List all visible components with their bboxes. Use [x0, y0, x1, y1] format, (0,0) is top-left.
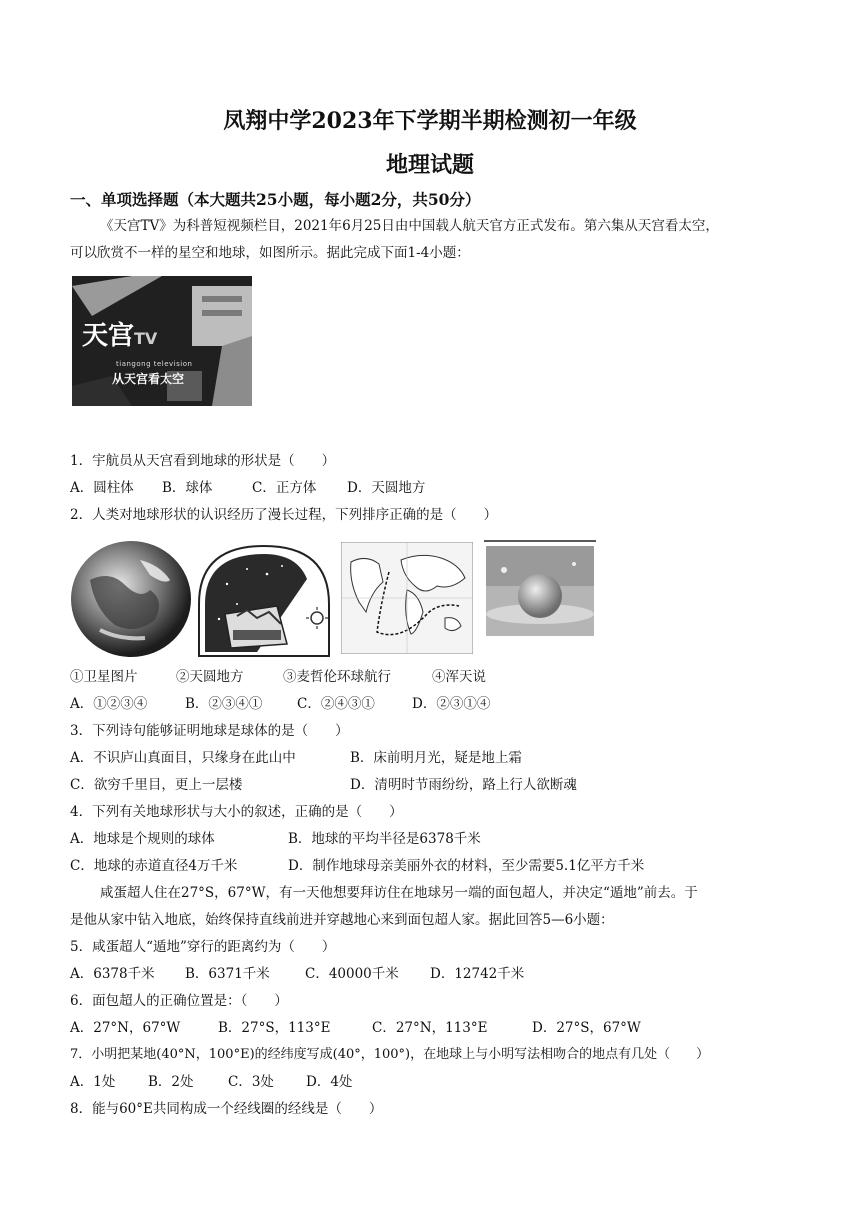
q5-option-d[interactable]: D．12742千米	[430, 966, 525, 982]
tiangong-tv-image	[72, 276, 252, 406]
q5-option-b[interactable]: B．6371千米	[185, 966, 270, 982]
image-caption: 从天宫看太空	[112, 372, 185, 386]
q2-caption-4: ④浑天说	[432, 669, 486, 685]
q5-option-c[interactable]: C．40000千米	[305, 966, 399, 982]
q7-option-b[interactable]: B．2处	[148, 1074, 194, 1090]
q4-option-c[interactable]: C．地球的赤道直径4万千米	[70, 858, 238, 874]
q1-option-a[interactable]: A．圆柱体	[70, 480, 134, 496]
q2-option-c[interactable]: C．②④③①	[297, 696, 375, 712]
q6-option-c[interactable]: C．27°N，113°E	[372, 1020, 488, 1036]
question-1-stem: 1．宇航员从天宫看到地球的形状是（ ）	[70, 453, 336, 469]
q5-option-a[interactable]: A．6378千米	[70, 966, 155, 982]
q2-option-b[interactable]: B．②③④①	[185, 696, 263, 712]
q7-option-c[interactable]: C．3处	[228, 1074, 274, 1090]
section-heading: 一、单项选择题（本大题共25小题，每小题2分，共50分）	[70, 190, 481, 209]
q7-option-d[interactable]: D．4处	[306, 1074, 353, 1090]
q6-option-b[interactable]: B．27°S，113°E	[218, 1020, 331, 1036]
question-4-stem: 4．下列有关地球形状与大小的叙述，正确的是（ ）	[70, 804, 403, 820]
q1-option-d[interactable]: D．天圆地方	[347, 480, 426, 496]
armillary-theory-image	[484, 540, 596, 644]
exam-subtitle: 地理试题	[385, 152, 474, 178]
q6-option-a[interactable]: A．27°N，67°W	[70, 1020, 181, 1036]
intro-paragraph-line: 《天宫TV》为科普短视频栏目，2021年6月25日由中国载人航天官方正式发布。第六集从天宫看太空，	[100, 218, 719, 234]
q3-option-c[interactable]: C．欲穷千里目，更上一层楼	[70, 777, 243, 793]
logo-text: 天宫	[82, 321, 135, 351]
q2-caption-1: ①卫星图片	[70, 669, 138, 685]
question-2-stem: 2．人类对地球形状的认识经历了漫长过程，下列排序正确的是（ ）	[70, 507, 498, 523]
heaven-round-earth-square-image	[197, 544, 331, 662]
question-3-stem: 3．下列诗句能够证明地球是球体的是（ ）	[70, 723, 349, 739]
question-5-stem: 5．咸蛋超人“遁地”穿行的距离约为（ ）	[70, 939, 336, 955]
satellite-earth-image	[70, 540, 192, 662]
q6-option-d[interactable]: D．27°S，67°W	[532, 1020, 641, 1036]
q4-option-d[interactable]: D．制作地球母亲美丽外衣的材料，至少需要5.1亿平方千米	[288, 858, 645, 874]
q2-caption-3: ③麦哲伦环球航行	[283, 669, 391, 685]
q3-option-d[interactable]: D．清明时节雨纷纷，路上行人欲断魂	[350, 777, 577, 793]
q4-option-a[interactable]: A．地球是个规则的球体	[70, 831, 215, 847]
intro-paragraph-line: 是他从家中钻入地底，始终保持直线前进并穿越地心来到面包超人家。据此回答5—6小题：	[70, 912, 614, 928]
q3-option-b[interactable]: B．床前明月光，疑是地上霜	[350, 750, 522, 766]
logo-tv-text: TV	[134, 329, 158, 348]
q2-caption-2: ②天圆地方	[176, 669, 244, 685]
q3-option-a[interactable]: A．不识庐山真面目，只缘身在此山中	[70, 750, 296, 766]
intro-paragraph-line: 可以欣赏不一样的星空和地球，如图所示。据此完成下面1-4小题：	[70, 245, 470, 261]
q2-option-d[interactable]: D．②③①④	[412, 696, 491, 712]
exam-title: 凤翔中学2023年下学期半期检测初一年级	[223, 108, 637, 134]
q2-option-a[interactable]: A．①②③④	[70, 696, 148, 712]
q1-option-b[interactable]: B．球体	[162, 480, 213, 496]
logo-english-text: tiangong television	[116, 360, 193, 368]
intro-paragraph-line: 咸蛋超人住在27°S，67°W，有一天他想要拜访住在地球另一端的面包超人，并决定“遁地”前去。于	[100, 885, 698, 901]
question-7-stem: 7．小明把某地(40°N，100°E)的经纬度写成(40°，100°)，在地球上与小明写法相吻合的地点有几处（ ）	[70, 1047, 710, 1062]
q4-option-b[interactable]: B．地球的平均半径是6378千米	[288, 831, 481, 847]
question-6-stem: 6．面包超人的正确位置是：（ ）	[70, 993, 288, 1009]
q7-option-a[interactable]: A．1处	[70, 1074, 116, 1090]
q1-option-c[interactable]: C．正方体	[252, 480, 317, 496]
magellan-route-map-image	[341, 542, 473, 658]
question-8-stem: 8．能与60°E共同构成一个经线圈的经线是（ ）	[70, 1101, 383, 1117]
